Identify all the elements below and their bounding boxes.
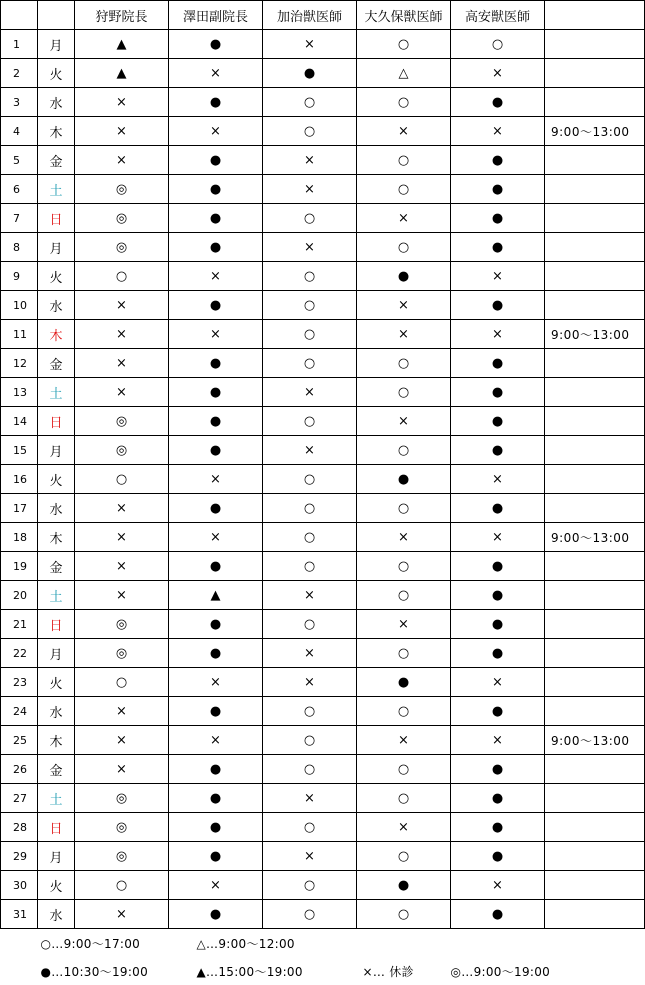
hours-note <box>545 88 645 117</box>
schedule-mark-okubo: ○ <box>357 755 451 784</box>
schedule-mark-kano: ◎ <box>75 233 169 262</box>
schedule-mark-kaji: × <box>263 175 357 204</box>
schedule-mark-kano: ◎ <box>75 436 169 465</box>
schedule-mark-kano: × <box>75 523 169 552</box>
day-number: 1 <box>1 30 38 59</box>
schedule-mark-kano: ◎ <box>75 407 169 436</box>
schedule-mark-kano: ○ <box>75 871 169 900</box>
schedule-mark-takayasu: ● <box>451 813 545 842</box>
table-row <box>1 697 645 726</box>
schedule-mark-takayasu: ● <box>451 581 545 610</box>
day-number: 7 <box>1 204 38 233</box>
schedule-mark-kaji: ○ <box>263 407 357 436</box>
schedule-mark-okubo: × <box>357 610 451 639</box>
schedule-mark-takayasu: ● <box>451 610 545 639</box>
legend-row-1 <box>1 929 645 958</box>
schedule-mark-takayasu: ● <box>451 233 545 262</box>
schedule-mark-takayasu: × <box>451 320 545 349</box>
schedule-mark-sawada: × <box>169 726 263 755</box>
weekday: 月 <box>38 30 75 59</box>
schedule-mark-kaji: ○ <box>263 813 357 842</box>
hours-note <box>545 610 645 639</box>
day-number: 9 <box>1 262 38 291</box>
schedule-mark-kano: ◎ <box>75 784 169 813</box>
hours-note <box>545 842 645 871</box>
schedule-mark-kano: ◎ <box>75 175 169 204</box>
schedule-mark-kaji: × <box>263 668 357 697</box>
day-number: 28 <box>1 813 38 842</box>
legend-cross: ×… 休診 <box>362 964 414 979</box>
header-doctor-kano: 狩野院長 <box>75 1 169 30</box>
schedule-mark-takayasu: ● <box>451 842 545 871</box>
header-cell-blank-1 <box>1 1 38 30</box>
schedule-mark-sawada: ● <box>169 842 263 871</box>
schedule-mark-kano: × <box>75 755 169 784</box>
weekday: 火 <box>38 871 75 900</box>
header-doctor-kaji: 加治獣医師 <box>263 1 357 30</box>
hours-note <box>545 349 645 378</box>
schedule-mark-takayasu: ● <box>451 378 545 407</box>
weekday: 水 <box>38 900 75 929</box>
schedule-mark-okubo: ○ <box>357 146 451 175</box>
schedule-mark-sawada: ● <box>169 639 263 668</box>
weekday: 水 <box>38 697 75 726</box>
schedule-mark-okubo: ○ <box>357 349 451 378</box>
table-row <box>1 755 645 784</box>
weekday: 土 <box>38 581 75 610</box>
schedule-mark-takayasu: × <box>451 59 545 88</box>
schedule-mark-takayasu: ● <box>451 436 545 465</box>
header-cell-blank-2 <box>38 1 75 30</box>
hours-note <box>545 668 645 697</box>
schedule-mark-sawada: ● <box>169 233 263 262</box>
schedule-mark-takayasu: ● <box>451 784 545 813</box>
schedule-mark-sawada: × <box>169 262 263 291</box>
schedule-mark-kaji: ○ <box>263 755 357 784</box>
schedule-mark-sawada: ● <box>169 813 263 842</box>
header-doctor-okubo: 大久保獣医師 <box>357 1 451 30</box>
schedule-mark-kaji: × <box>263 436 357 465</box>
schedule-mark-kano: × <box>75 291 169 320</box>
weekday: 月 <box>38 436 75 465</box>
schedule-mark-takayasu: ● <box>451 291 545 320</box>
table-row <box>1 146 645 175</box>
schedule-mark-kano: × <box>75 697 169 726</box>
legend-filled-triangle: ▲…15:00～19:00 <box>196 964 303 979</box>
schedule-mark-sawada: ● <box>169 175 263 204</box>
hours-note <box>545 552 645 581</box>
hours-note <box>545 233 645 262</box>
day-number: 6 <box>1 175 38 204</box>
weekday: 木 <box>38 726 75 755</box>
day-number: 26 <box>1 755 38 784</box>
weekday: 日 <box>38 813 75 842</box>
schedule-mark-kano: × <box>75 146 169 175</box>
schedule-mark-okubo: × <box>357 320 451 349</box>
schedule-mark-kaji: ○ <box>263 494 357 523</box>
schedule-mark-kaji: ○ <box>263 117 357 146</box>
table-row <box>1 204 645 233</box>
legend-triangle: △…9:00～12:00 <box>196 936 295 951</box>
header-doctor-sawada: 澤田副院長 <box>169 1 263 30</box>
table-row <box>1 581 645 610</box>
schedule-mark-sawada: ● <box>169 610 263 639</box>
table-row <box>1 871 645 900</box>
schedule-mark-kano: ○ <box>75 262 169 291</box>
weekday: 土 <box>38 175 75 204</box>
schedule-mark-sawada: ● <box>169 146 263 175</box>
schedule-mark-okubo: × <box>357 523 451 552</box>
header-doctor-takayasu: 高安獣医師 <box>451 1 545 30</box>
table-row <box>1 610 645 639</box>
legend-spacer <box>357 929 645 958</box>
day-number: 16 <box>1 465 38 494</box>
day-number: 23 <box>1 668 38 697</box>
day-number: 12 <box>1 349 38 378</box>
schedule-mark-kano: × <box>75 581 169 610</box>
hours-note <box>545 262 645 291</box>
day-number: 15 <box>1 436 38 465</box>
hours-note: 9:00～13:00 <box>545 523 645 552</box>
legend-double-circle: ◎…9:00～19:00 <box>450 964 551 979</box>
schedule-mark-takayasu: ● <box>451 88 545 117</box>
weekday: 木 <box>38 117 75 146</box>
schedule-mark-takayasu: × <box>451 117 545 146</box>
schedule-mark-takayasu: × <box>451 523 545 552</box>
table-row <box>1 378 645 407</box>
schedule-mark-kano: ▲ <box>75 30 169 59</box>
day-number: 21 <box>1 610 38 639</box>
weekday: 月 <box>38 842 75 871</box>
weekday: 金 <box>38 349 75 378</box>
schedule-mark-takayasu: ● <box>451 494 545 523</box>
schedule-mark-kano: × <box>75 320 169 349</box>
schedule-mark-takayasu: × <box>451 871 545 900</box>
hours-note <box>545 697 645 726</box>
schedule-mark-sawada: ● <box>169 755 263 784</box>
schedule-mark-kano: × <box>75 900 169 929</box>
schedule-mark-kaji: × <box>263 378 357 407</box>
table-row <box>1 88 645 117</box>
schedule-mark-sawada: ● <box>169 697 263 726</box>
schedule-mark-kaji: ○ <box>263 349 357 378</box>
table-row <box>1 726 645 755</box>
schedule-mark-okubo: × <box>357 813 451 842</box>
day-number: 30 <box>1 871 38 900</box>
hours-note: 9:00～13:00 <box>545 726 645 755</box>
schedule-mark-kano: × <box>75 552 169 581</box>
schedule-mark-kaji: ○ <box>263 291 357 320</box>
schedule-mark-kaji: ○ <box>263 320 357 349</box>
schedule-mark-kano: ◎ <box>75 813 169 842</box>
schedule-mark-kano: ◎ <box>75 204 169 233</box>
day-number: 19 <box>1 552 38 581</box>
weekday: 日 <box>38 610 75 639</box>
schedule-mark-kano: ◎ <box>75 610 169 639</box>
hours-note <box>545 494 645 523</box>
header-row <box>1 1 645 30</box>
schedule-mark-takayasu: ● <box>451 552 545 581</box>
schedule-mark-okubo: × <box>357 291 451 320</box>
weekday: 土 <box>38 784 75 813</box>
schedule-mark-takayasu: ● <box>451 175 545 204</box>
day-number: 18 <box>1 523 38 552</box>
weekday: 火 <box>38 262 75 291</box>
day-number: 2 <box>1 59 38 88</box>
schedule-mark-okubo: ○ <box>357 784 451 813</box>
schedule-mark-kaji: × <box>263 146 357 175</box>
schedule-mark-sawada: ● <box>169 552 263 581</box>
weekday: 火 <box>38 668 75 697</box>
schedule-mark-kaji: × <box>263 842 357 871</box>
day-number: 10 <box>1 291 38 320</box>
table-row <box>1 30 645 59</box>
schedule-mark-takayasu: ● <box>451 407 545 436</box>
day-number: 25 <box>1 726 38 755</box>
weekday: 火 <box>38 59 75 88</box>
table-row <box>1 175 645 204</box>
weekday: 日 <box>38 407 75 436</box>
schedule-mark-takayasu: ● <box>451 349 545 378</box>
day-number: 13 <box>1 378 38 407</box>
schedule-mark-kano: × <box>75 349 169 378</box>
schedule-mark-okubo: ● <box>357 262 451 291</box>
table-row <box>1 233 645 262</box>
hours-note <box>545 900 645 929</box>
schedule-mark-sawada: ● <box>169 30 263 59</box>
schedule-mark-okubo: ○ <box>357 900 451 929</box>
schedule-mark-kaji: ○ <box>263 523 357 552</box>
schedule-mark-okubo: ○ <box>357 639 451 668</box>
schedule-mark-kano: ▲ <box>75 59 169 88</box>
schedule-mark-okubo: ○ <box>357 30 451 59</box>
day-number: 11 <box>1 320 38 349</box>
schedule-mark-takayasu: ○ <box>451 30 545 59</box>
schedule-mark-kaji: ● <box>263 59 357 88</box>
schedule-mark-kano: × <box>75 117 169 146</box>
schedule-mark-kaji: ○ <box>263 88 357 117</box>
schedule-mark-kaji: ○ <box>263 726 357 755</box>
schedule-mark-okubo: ○ <box>357 378 451 407</box>
day-number: 29 <box>1 842 38 871</box>
schedule-mark-okubo: × <box>357 204 451 233</box>
schedule-mark-okubo: × <box>357 726 451 755</box>
day-number: 22 <box>1 639 38 668</box>
day-number: 27 <box>1 784 38 813</box>
hours-note <box>545 755 645 784</box>
table-row <box>1 900 645 929</box>
schedule-mark-kaji: × <box>263 233 357 262</box>
schedule-mark-takayasu: × <box>451 668 545 697</box>
table-row <box>1 117 645 146</box>
table-row <box>1 842 645 871</box>
hours-note <box>545 639 645 668</box>
day-number: 5 <box>1 146 38 175</box>
schedule-mark-takayasu: ● <box>451 900 545 929</box>
weekday: 日 <box>38 204 75 233</box>
table-row <box>1 320 645 349</box>
table-row <box>1 262 645 291</box>
schedule-mark-kaji: ○ <box>263 697 357 726</box>
header-cell-note <box>545 1 645 30</box>
weekday: 金 <box>38 552 75 581</box>
schedule-mark-kaji: × <box>263 784 357 813</box>
hours-note <box>545 465 645 494</box>
day-number: 4 <box>1 117 38 146</box>
schedule-mark-okubo: ○ <box>357 175 451 204</box>
schedule-mark-kaji: × <box>263 581 357 610</box>
schedule-mark-okubo: ○ <box>357 842 451 871</box>
hours-note: 9:00～13:00 <box>545 117 645 146</box>
day-number: 31 <box>1 900 38 929</box>
weekday: 木 <box>38 523 75 552</box>
schedule-mark-takayasu: ● <box>451 755 545 784</box>
schedule-mark-kaji: × <box>263 30 357 59</box>
weekday: 水 <box>38 291 75 320</box>
schedule-mark-kano: ○ <box>75 465 169 494</box>
schedule-mark-sawada: ● <box>169 204 263 233</box>
hours-note <box>545 204 645 233</box>
schedule-mark-sawada: ● <box>169 494 263 523</box>
schedule-mark-kaji: ○ <box>263 610 357 639</box>
schedule-mark-sawada: × <box>169 871 263 900</box>
schedule-mark-takayasu: ● <box>451 639 545 668</box>
schedule-mark-takayasu: ● <box>451 697 545 726</box>
table-row <box>1 784 645 813</box>
legend-filled-circle: ●…10:30～19:00 <box>40 964 149 979</box>
schedule-mark-sawada: ● <box>169 378 263 407</box>
table-row <box>1 407 645 436</box>
schedule-mark-sawada: ● <box>169 349 263 378</box>
table-row <box>1 813 645 842</box>
hours-note <box>545 146 645 175</box>
weekday: 水 <box>38 494 75 523</box>
schedule-mark-kano: ○ <box>75 668 169 697</box>
schedule-mark-kano: × <box>75 726 169 755</box>
table-row <box>1 668 645 697</box>
schedule-mark-okubo: ● <box>357 668 451 697</box>
schedule-mark-sawada: × <box>169 117 263 146</box>
legend-row-2 <box>1 957 645 985</box>
schedule-mark-sawada: ● <box>169 407 263 436</box>
schedule-mark-okubo: ● <box>357 465 451 494</box>
table-row <box>1 523 645 552</box>
schedule-mark-sawada: ● <box>169 900 263 929</box>
schedule-mark-kaji: ○ <box>263 204 357 233</box>
hours-note <box>545 175 645 204</box>
hours-note <box>545 30 645 59</box>
day-number: 17 <box>1 494 38 523</box>
weekday: 月 <box>38 233 75 262</box>
schedule-mark-sawada: × <box>169 465 263 494</box>
hours-note <box>545 407 645 436</box>
weekday: 月 <box>38 639 75 668</box>
schedule-mark-kaji: ○ <box>263 262 357 291</box>
schedule-mark-sawada: × <box>169 668 263 697</box>
schedule-mark-okubo: ○ <box>357 581 451 610</box>
schedule-mark-sawada: × <box>169 320 263 349</box>
schedule-mark-takayasu: × <box>451 262 545 291</box>
schedule-mark-okubo: ○ <box>357 697 451 726</box>
schedule-mark-kano: × <box>75 88 169 117</box>
hours-note <box>545 871 645 900</box>
schedule-mark-kano: × <box>75 494 169 523</box>
schedule-mark-sawada: ● <box>169 291 263 320</box>
schedule-mark-kano: × <box>75 378 169 407</box>
weekday: 木 <box>38 320 75 349</box>
schedule-mark-kaji: × <box>263 639 357 668</box>
weekday: 土 <box>38 378 75 407</box>
schedule-mark-takayasu: × <box>451 465 545 494</box>
table-row <box>1 349 645 378</box>
schedule-mark-okubo: ● <box>357 871 451 900</box>
hours-note <box>545 59 645 88</box>
schedule-mark-sawada: ● <box>169 436 263 465</box>
hours-note <box>545 784 645 813</box>
schedule-mark-kano: ◎ <box>75 639 169 668</box>
schedule-mark-okubo: ○ <box>357 552 451 581</box>
weekday: 金 <box>38 146 75 175</box>
schedule-mark-kano: ◎ <box>75 842 169 871</box>
schedule-mark-takayasu: ● <box>451 204 545 233</box>
table-row <box>1 639 645 668</box>
legend-open-circle: ○…9:00～17:00 <box>40 936 141 951</box>
hours-note <box>545 436 645 465</box>
day-number: 3 <box>1 88 38 117</box>
hours-note <box>545 378 645 407</box>
hours-note: 9:00～13:00 <box>545 320 645 349</box>
day-number: 24 <box>1 697 38 726</box>
weekday: 水 <box>38 88 75 117</box>
schedule-mark-okubo: ○ <box>357 88 451 117</box>
schedule-mark-kaji: ○ <box>263 465 357 494</box>
table-row <box>1 59 645 88</box>
hours-note <box>545 813 645 842</box>
schedule-mark-sawada: ● <box>169 784 263 813</box>
schedule-mark-sawada: × <box>169 59 263 88</box>
schedule-mark-okubo: ○ <box>357 494 451 523</box>
weekday: 金 <box>38 755 75 784</box>
hours-note <box>545 291 645 320</box>
schedule-mark-okubo: × <box>357 117 451 146</box>
table-row <box>1 465 645 494</box>
schedule-mark-sawada: × <box>169 523 263 552</box>
schedule-mark-okubo: ○ <box>357 436 451 465</box>
day-number: 14 <box>1 407 38 436</box>
schedule-mark-sawada: ▲ <box>169 581 263 610</box>
table-row <box>1 552 645 581</box>
weekday: 火 <box>38 465 75 494</box>
table-row <box>1 436 645 465</box>
schedule-mark-okubo: ○ <box>357 233 451 262</box>
schedule-mark-okubo: △ <box>357 59 451 88</box>
schedule-mark-kaji: ○ <box>263 552 357 581</box>
schedule-mark-kaji: ○ <box>263 900 357 929</box>
hours-note <box>545 581 645 610</box>
table-row <box>1 494 645 523</box>
day-number: 8 <box>1 233 38 262</box>
day-number: 20 <box>1 581 38 610</box>
schedule-mark-takayasu: × <box>451 726 545 755</box>
schedule-mark-kaji: ○ <box>263 871 357 900</box>
table-row <box>1 291 645 320</box>
schedule-mark-sawada: ● <box>169 88 263 117</box>
schedule-mark-takayasu: ● <box>451 146 545 175</box>
schedule-mark-okubo: × <box>357 407 451 436</box>
